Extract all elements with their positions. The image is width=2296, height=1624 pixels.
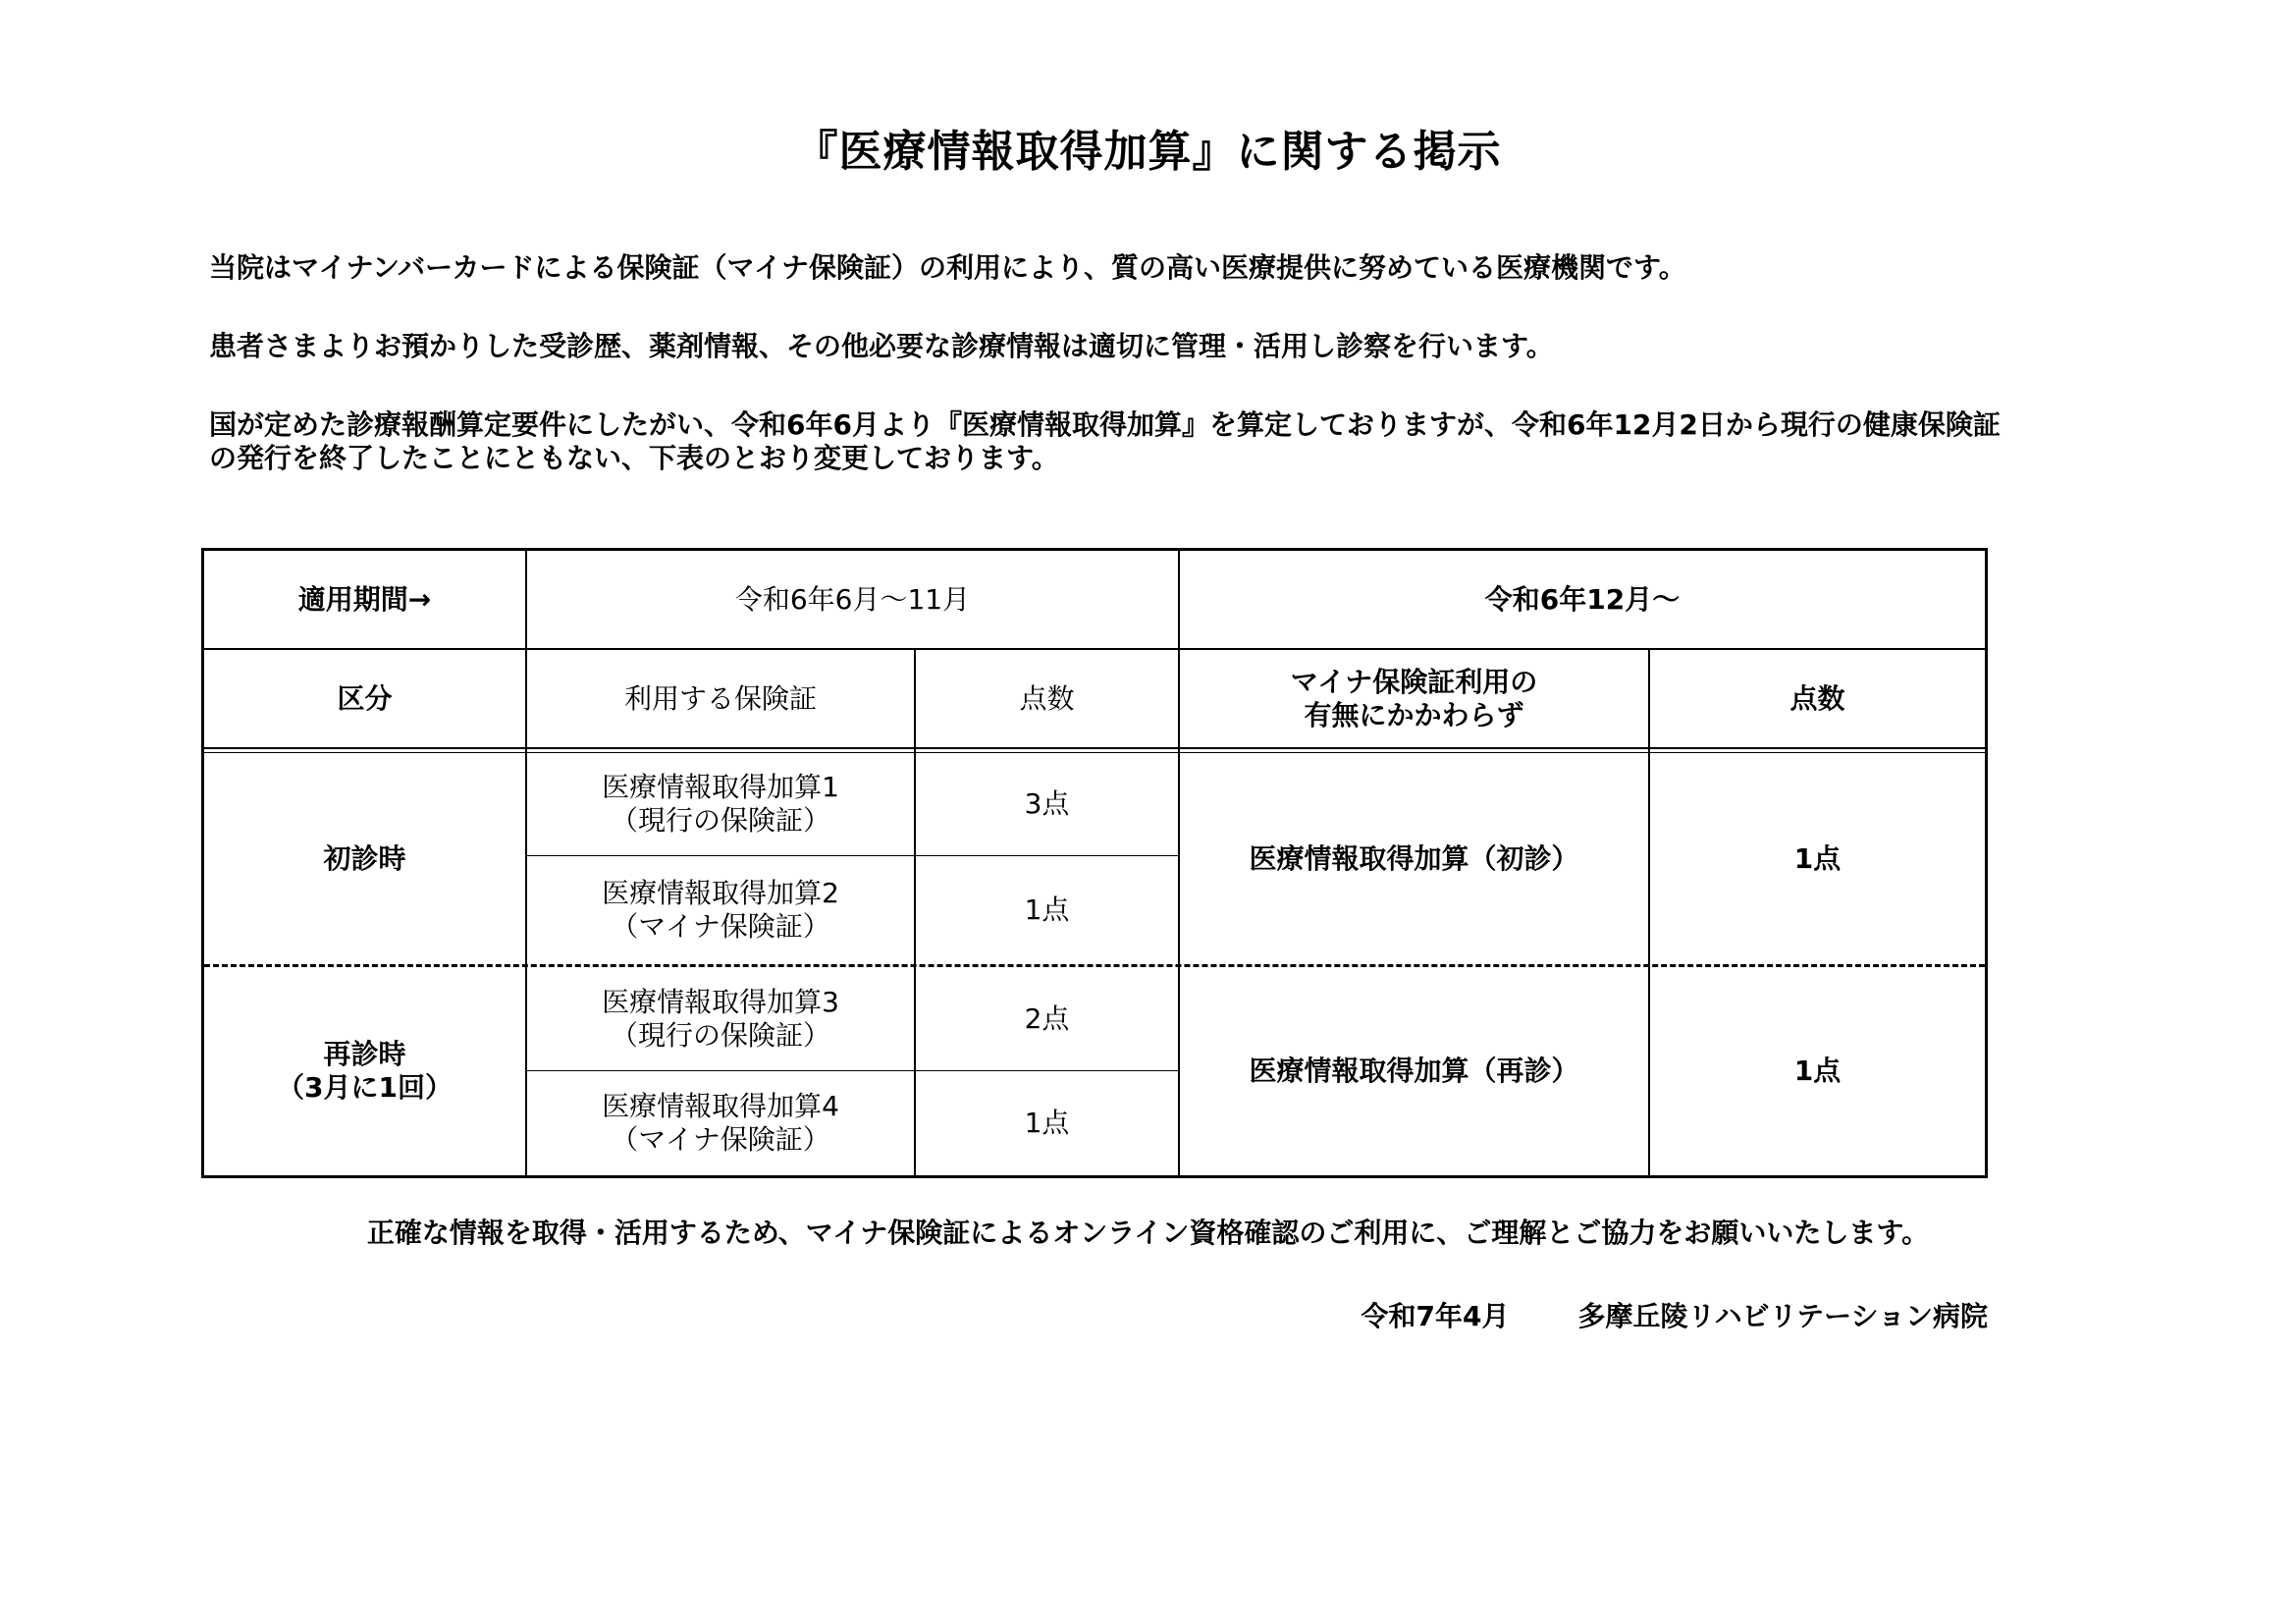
- insurance-card-type: （マイナ保険証）: [611, 1123, 830, 1156]
- revisit-new-name: 医療情報取得加算（再診）: [1249, 1055, 1579, 1087]
- intro-paragraph-2: 患者さまよりお預かりした受診歴、薬剤情報、その他必要な診療情報は適切に管理・活用し診察を行います。: [209, 330, 1554, 362]
- insurance-header: 利用する保険証: [623, 681, 817, 715]
- intro-paragraph-3: 国が定めた診療報酬算定要件にしたがい、令和6年6月より『医療情報取得加算』を算定しておりますが、令和6年12月2日から現行の健康保険証の発行を終了したことにともない、下表のとおり変更しております。: [209, 408, 2001, 474]
- revisit-frequency: （3月に1回）: [277, 1071, 453, 1104]
- new-criteria-header: [1180, 650, 1648, 747]
- revisit-insurance-3: [527, 967, 914, 1070]
- initial-insurance-2: [527, 856, 914, 964]
- addition-name: 医療情報取得加算4: [602, 1090, 839, 1122]
- initial-points-1: 3点: [1024, 787, 1070, 820]
- revisit-label: [204, 967, 525, 1175]
- insurance-card-type: （現行の保険証）: [610, 804, 830, 837]
- page-title: 『医療情報取得加算』に関する掲示: [794, 127, 1502, 177]
- revisit-new-points: 1点: [1793, 1055, 1842, 1087]
- table-divider: [204, 747, 1985, 749]
- initial-new-name: 医療情報取得加算（初診）: [1249, 841, 1579, 875]
- revisit-points-4: 1点: [1024, 1107, 1070, 1139]
- points-old-header: 点数: [1019, 681, 1075, 715]
- period-new: 令和6年12月～: [1484, 582, 1681, 616]
- initial-new-points: 1点: [1793, 841, 1842, 875]
- addition-name: 医療情報取得加算1: [602, 771, 839, 803]
- points-table: [201, 548, 1988, 1178]
- initial-insurance-1: [527, 753, 914, 855]
- insurance-card-type: （マイナ保険証）: [611, 910, 830, 943]
- initial-points-2: 1点: [1024, 893, 1070, 926]
- new-criteria-header-line1: マイナ保険証利用の: [1290, 665, 1538, 698]
- points-new-header: 点数: [1789, 681, 1845, 715]
- revisit-insurance-4: [527, 1071, 914, 1175]
- new-criteria-header-line2: 有無にかかわらず: [1304, 698, 1524, 731]
- footer-note: 正確な情報を取得・活用するため、マイナ保険証によるオンライン資格確認のご利用に、ご理解とご協力をお願いいたします。: [366, 1217, 1930, 1249]
- period-header-label: 適用期間→: [297, 582, 432, 616]
- category-header: 区分: [337, 681, 393, 715]
- revisit-title: 再診時: [323, 1038, 406, 1070]
- initial-visit-label: 初診時: [323, 841, 406, 875]
- addition-name: 医療情報取得加算3: [602, 985, 839, 1018]
- signature: [1362, 1300, 1988, 1333]
- signature-hospital: 多摩丘陵リハビリテーション病院: [1577, 1300, 1988, 1332]
- addition-name: 医療情報取得加算2: [602, 877, 839, 909]
- revisit-points-3: 2点: [1024, 1001, 1070, 1035]
- intro-paragraph-1: 当院はマイナンバーカードによる保険証（マイナ保険証）の利用により、質の高い医療提供に努めている医療機関です。: [209, 251, 1686, 284]
- insurance-card-type: （現行の保険証）: [610, 1018, 830, 1052]
- period-old: 令和6年6月～11月: [734, 582, 971, 616]
- signature-date: 令和7年4月: [1361, 1300, 1510, 1332]
